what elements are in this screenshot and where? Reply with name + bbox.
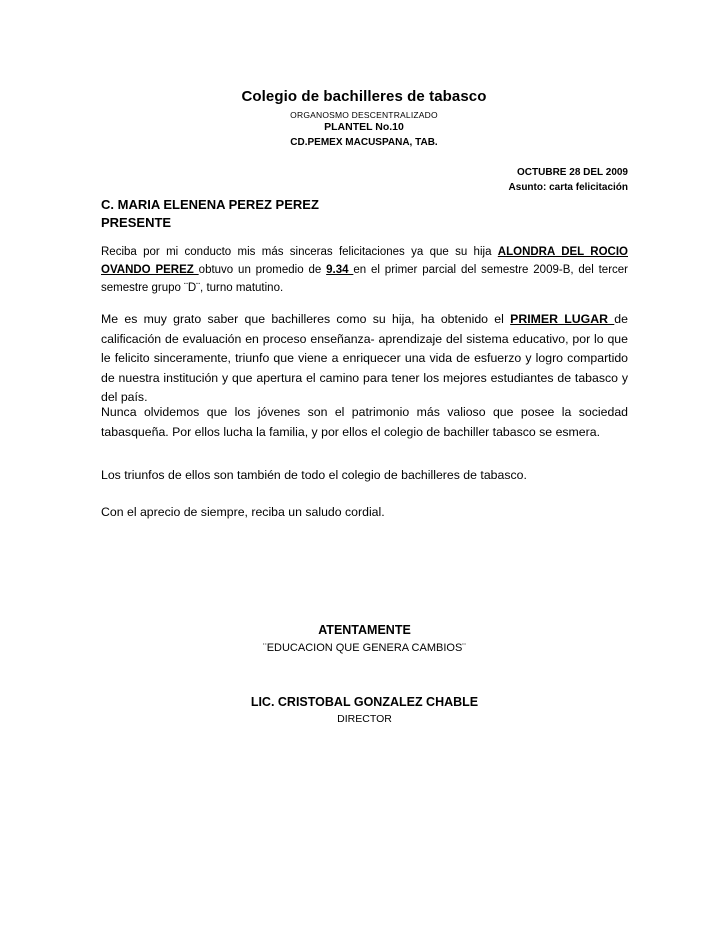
city-label: CD.PEMEX MACUSPANA, TAB. [290,137,438,148]
institution-subtitle: ORGANOSMO DESCENTRALIZADO [290,110,438,120]
grade-value: 9.34 [326,264,354,276]
paragraph-youth: Nunca olvidemos que los jóvenes son el patrimonio más valioso que posee la sociedad tabasqueña. Por ellos lucha la familia, y por ellos el colegio de bachiller tabasco se esmera. [101,405,628,439]
paragraph-text: de calificación de evaluación en proceso enseñanza- aprendizaje del sistema educativo, por lo que le felicito sinceramente, triunfo que viene a enriquecer una vida de esfuerzo y logro compartido de nuestra institución y que apertura el camino para tener los mejores estudiantes de tabasco y del país. [101,312,628,404]
recipient-name: C. MARIA ELENENA PEREZ PEREZ [101,197,319,212]
paragraph-text: Me es muy grato saber que bachilleres como su hija, ha obtenido el [101,312,511,326]
paragraph-first-place [101,310,628,408]
paragraph-regards: Con el aprecio de siempre, reciba un saludo cordial. [101,505,385,519]
signer-role: DIRECTOR [337,713,392,725]
student-name: ALONDRA DEL ROCIO OVANDO PEREZ [101,246,629,276]
signer-name: LIC. CRISTOBAL GONZALEZ CHABLE [250,695,479,709]
paragraph-text: obtuvo un promedio de [198,264,327,276]
paragraph-triumphs: Los triunfos de ellos son también de todo el colegio de bachilleres de tabasco. [101,468,527,482]
recipient-block [101,196,319,232]
closing-motto: ¨EDUCACION QUE GENERA CAMBIOS¨ [263,642,466,654]
recipient-presente: PRESENTE [101,215,172,230]
letter-date: OCTUBRE 28 DEL 2009 [517,167,628,178]
letter-subject: Asunto: carta felicitación [508,182,628,193]
first-place-label: PRIMER LUGAR [510,312,615,326]
paragraph-congratulations [101,243,628,297]
paragraph-text: Reciba por mi conducto mis más sinceras felicitaciones ya que su hija [101,246,498,258]
plantel-label: PLANTEL No.10 [324,121,404,133]
closing-atentamente: ATENTAMENTE [318,623,411,637]
paragraph-text: en el primer parcial del semestre 2009-B, del tercer semestre grupo ¨D¨, turno matutino. [101,264,628,294]
institution-title: Colegio de bachilleres de tabasco [241,88,487,105]
